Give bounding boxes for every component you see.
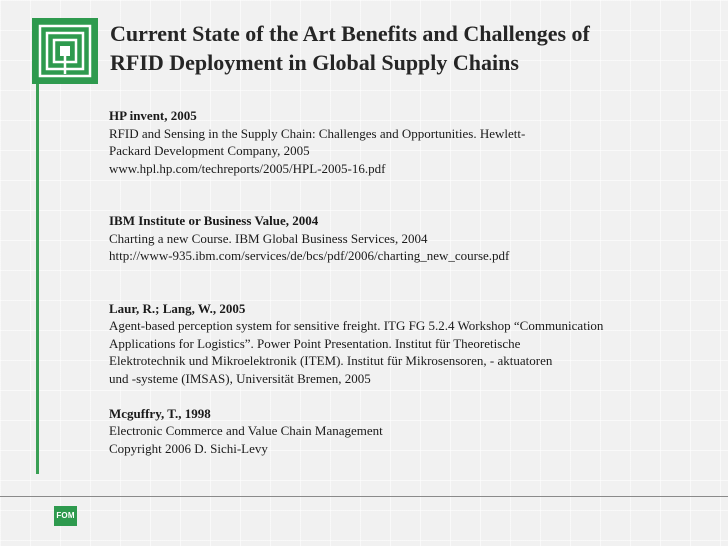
footer-divider (0, 496, 728, 497)
vertical-accent-line (36, 84, 39, 474)
reference-line: Elektrotechnik und Mikroelektronik (ITEM). Institut für Mikrosensoren, - aktuatoren (109, 353, 553, 368)
reference-line: Charting a new Course. IBM Global Business Services, 2004 (109, 230, 428, 246)
reference-line: und -systeme (IMSAS), Universität Bremen, 2005 (109, 370, 371, 386)
reference-item (109, 212, 709, 265)
rfid-logo-icon (32, 18, 98, 84)
reference-item (109, 300, 709, 388)
reference-line: Applications for Logistics”. Power Point Presentation. Institut für Theoretische (109, 335, 521, 351)
fom-logo: FOM (54, 506, 77, 526)
title-line-2: RFID Deployment in Global Supply Chains (110, 50, 519, 75)
reference-line: Copyright 2006 D. Sichi-Levy (109, 440, 268, 456)
reference-line: Packard Development Company, 2005 (109, 143, 310, 158)
reference-line: RFID and Sensing in the Supply Chain: Challenges and Opportunities. Hewlett- (109, 125, 526, 141)
reference-heading: IBM Institute or Business Value, 2004 (109, 213, 319, 228)
reference-item (109, 405, 709, 458)
reference-link[interactable]: www.hpl.hp.com/techreports/2005/HPL-2005-16.pdf (109, 160, 386, 176)
reference-heading: Laur, R.; Lang, W., 2005 (109, 300, 246, 316)
reference-line: Agent-based perception system for sensitive freight. ITG FG 5.2.4 Workshop “Communication (109, 318, 604, 333)
reference-line: Electronic Commerce and Value Chain Management (109, 423, 383, 438)
slide-title (110, 19, 710, 77)
reference-heading: Mcguffry, T., 1998 (109, 405, 211, 421)
title-line-1: Current State of the Art Benefits and Challenges of (110, 21, 590, 46)
reference-item (109, 107, 709, 177)
reference-link[interactable]: http://www-935.ibm.com/services/de/bcs/pdf/2006/charting_new_course.pdf (109, 248, 510, 263)
reference-list (109, 107, 709, 457)
reference-heading: HP invent, 2005 (109, 108, 197, 123)
